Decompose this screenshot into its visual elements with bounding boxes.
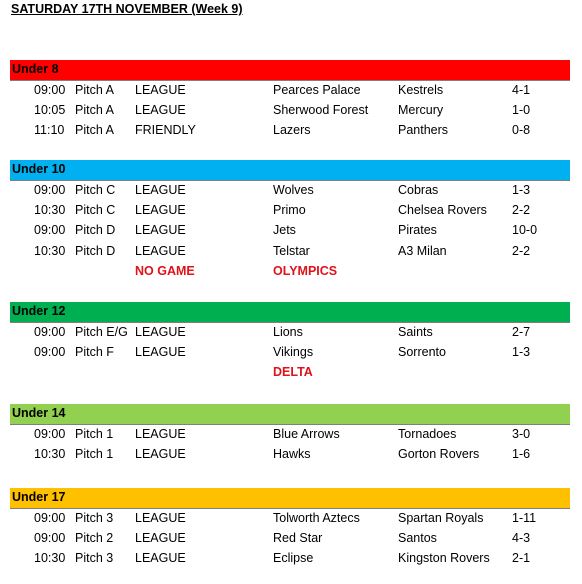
section-under-17 xyxy=(0,488,582,570)
match-row xyxy=(0,101,582,121)
match-pitch: Pitch A xyxy=(75,83,114,97)
match-time: 09:00 xyxy=(34,325,66,339)
match-score: 1-0 xyxy=(512,103,531,118)
match-row xyxy=(0,529,582,549)
match-pitch: Pitch F xyxy=(75,345,114,360)
match-time: 09:00 xyxy=(34,531,66,546)
match-list xyxy=(0,509,582,570)
match-type: LEAGUE xyxy=(135,325,186,339)
match-score: 2-2 xyxy=(512,203,531,218)
match-score: 4-1 xyxy=(512,83,531,97)
away-team: Kingston Rovers xyxy=(398,551,490,566)
home-team: Lions xyxy=(273,325,303,339)
match-list xyxy=(0,425,582,465)
match-type: LEAGUE xyxy=(135,345,186,360)
away-team: Tornadoes xyxy=(398,427,457,441)
match-score: 1-6 xyxy=(512,447,531,462)
match-pitch: Pitch C xyxy=(75,183,116,197)
home-team: Telstar xyxy=(273,243,310,258)
home-team: Primo xyxy=(273,203,306,218)
match-row xyxy=(0,242,582,262)
section-header xyxy=(10,404,570,425)
away-team: Panthers xyxy=(398,123,449,138)
match-pitch: Pitch 1 xyxy=(75,447,114,462)
section-title: Under 14 xyxy=(12,406,66,420)
match-pitch: Pitch 3 xyxy=(75,511,114,525)
away-team: Pirates xyxy=(398,223,437,238)
section-under-12 xyxy=(0,302,582,384)
match-type: LEAGUE xyxy=(135,243,186,258)
match-score: 2-7 xyxy=(512,325,531,339)
match-type: LEAGUE xyxy=(135,511,186,525)
home-team: Lazers xyxy=(273,123,311,138)
page-title: SATURDAY 17TH NOVEMBER (Week 9) xyxy=(11,2,243,16)
match-time: 09:00 xyxy=(34,223,66,238)
match-score: 1-3 xyxy=(512,183,531,197)
section-title: Under 8 xyxy=(12,62,59,76)
match-score: 2-1 xyxy=(512,551,531,566)
home-team: Pearces Palace xyxy=(273,83,361,97)
match-score: 4-3 xyxy=(512,531,531,546)
match-score: 2-2 xyxy=(512,243,531,258)
match-list xyxy=(0,81,582,142)
match-type: LEAGUE xyxy=(135,531,186,546)
away-team: Chelsea Rovers xyxy=(398,203,487,218)
match-row xyxy=(0,549,582,569)
match-score: 3-0 xyxy=(512,427,531,441)
away-team: Cobras xyxy=(398,183,439,197)
match-row xyxy=(0,201,582,221)
match-row xyxy=(0,81,582,101)
no-game-label: NO GAME xyxy=(135,263,195,278)
section-title: Under 17 xyxy=(12,490,66,504)
note-row xyxy=(0,262,582,282)
home-team: Sherwood Forest xyxy=(273,103,369,118)
match-score: 0-8 xyxy=(512,123,531,138)
home-team: Jets xyxy=(273,223,296,238)
match-row xyxy=(0,323,582,343)
match-row xyxy=(0,445,582,465)
match-time: 09:00 xyxy=(34,511,66,525)
home-team: Hawks xyxy=(273,447,311,462)
section-under-14 xyxy=(0,404,582,465)
match-row xyxy=(0,121,582,141)
match-row xyxy=(0,221,582,241)
away-team: Mercury xyxy=(398,103,444,118)
away-team: Sorrento xyxy=(398,345,446,360)
away-team: Spartan Royals xyxy=(398,511,484,525)
match-pitch: Pitch 3 xyxy=(75,551,114,566)
away-team: Santos xyxy=(398,531,437,546)
section-header xyxy=(10,302,570,323)
match-time: 10:30 xyxy=(34,243,66,258)
match-type: LEAGUE xyxy=(135,427,186,441)
match-type: LEAGUE xyxy=(135,83,186,97)
section-title: Under 10 xyxy=(12,162,66,176)
match-pitch: Pitch D xyxy=(75,243,116,258)
match-pitch: Pitch A xyxy=(75,103,114,118)
match-pitch: Pitch D xyxy=(75,223,116,238)
match-row xyxy=(0,343,582,363)
match-score: 1-3 xyxy=(512,345,531,360)
home-team: Blue Arrows xyxy=(273,427,340,441)
section-under-10 xyxy=(0,160,582,282)
section-title: Under 12 xyxy=(12,304,66,318)
match-type: LEAGUE xyxy=(135,103,186,118)
match-time: 09:00 xyxy=(34,83,66,97)
away-team: Gorton Rovers xyxy=(398,447,480,462)
match-list xyxy=(0,323,582,384)
home-team: Red Star xyxy=(273,531,323,546)
match-score: 10-0 xyxy=(512,223,538,238)
match-pitch: Pitch 2 xyxy=(75,531,114,546)
match-type: LEAGUE xyxy=(135,183,186,197)
match-time: 10:30 xyxy=(34,551,66,566)
match-type: FRIENDLY xyxy=(135,123,196,138)
match-pitch: Pitch C xyxy=(75,203,116,218)
match-row xyxy=(0,425,582,445)
match-row xyxy=(0,509,582,529)
match-pitch: Pitch 1 xyxy=(75,427,114,441)
match-type: LEAGUE xyxy=(135,203,186,218)
away-team: A3 Milan xyxy=(398,243,447,258)
match-type: LEAGUE xyxy=(135,447,186,462)
away-team: Kestrels xyxy=(398,83,444,97)
home-team: Vikings xyxy=(273,345,314,360)
match-pitch: Pitch A xyxy=(75,123,114,138)
match-type: LEAGUE xyxy=(135,223,186,238)
match-time: 09:00 xyxy=(34,183,66,197)
home-team: Tolworth Aztecs xyxy=(273,511,360,525)
match-time: 09:00 xyxy=(34,427,66,441)
bye-team: DELTA xyxy=(273,365,313,380)
match-time: 10:30 xyxy=(34,203,66,218)
home-team: Eclipse xyxy=(273,551,314,566)
section-header xyxy=(10,60,570,81)
section-header xyxy=(10,488,570,509)
match-time: 11:10 xyxy=(34,123,65,138)
section-header xyxy=(10,160,570,181)
match-pitch: Pitch E/G xyxy=(75,325,128,339)
away-team: Saints xyxy=(398,325,433,339)
section-under-8 xyxy=(0,60,582,142)
bye-team: OLYMPICS xyxy=(273,263,338,278)
note-row xyxy=(0,363,582,383)
match-time: 09:00 xyxy=(34,345,66,360)
match-type: LEAGUE xyxy=(135,551,186,566)
match-row xyxy=(0,181,582,201)
match-score: 1-11 xyxy=(512,511,537,525)
home-team: Wolves xyxy=(273,183,314,197)
match-time: 10:30 xyxy=(34,447,66,462)
match-time: 10:05 xyxy=(34,103,66,118)
match-list xyxy=(0,181,582,282)
